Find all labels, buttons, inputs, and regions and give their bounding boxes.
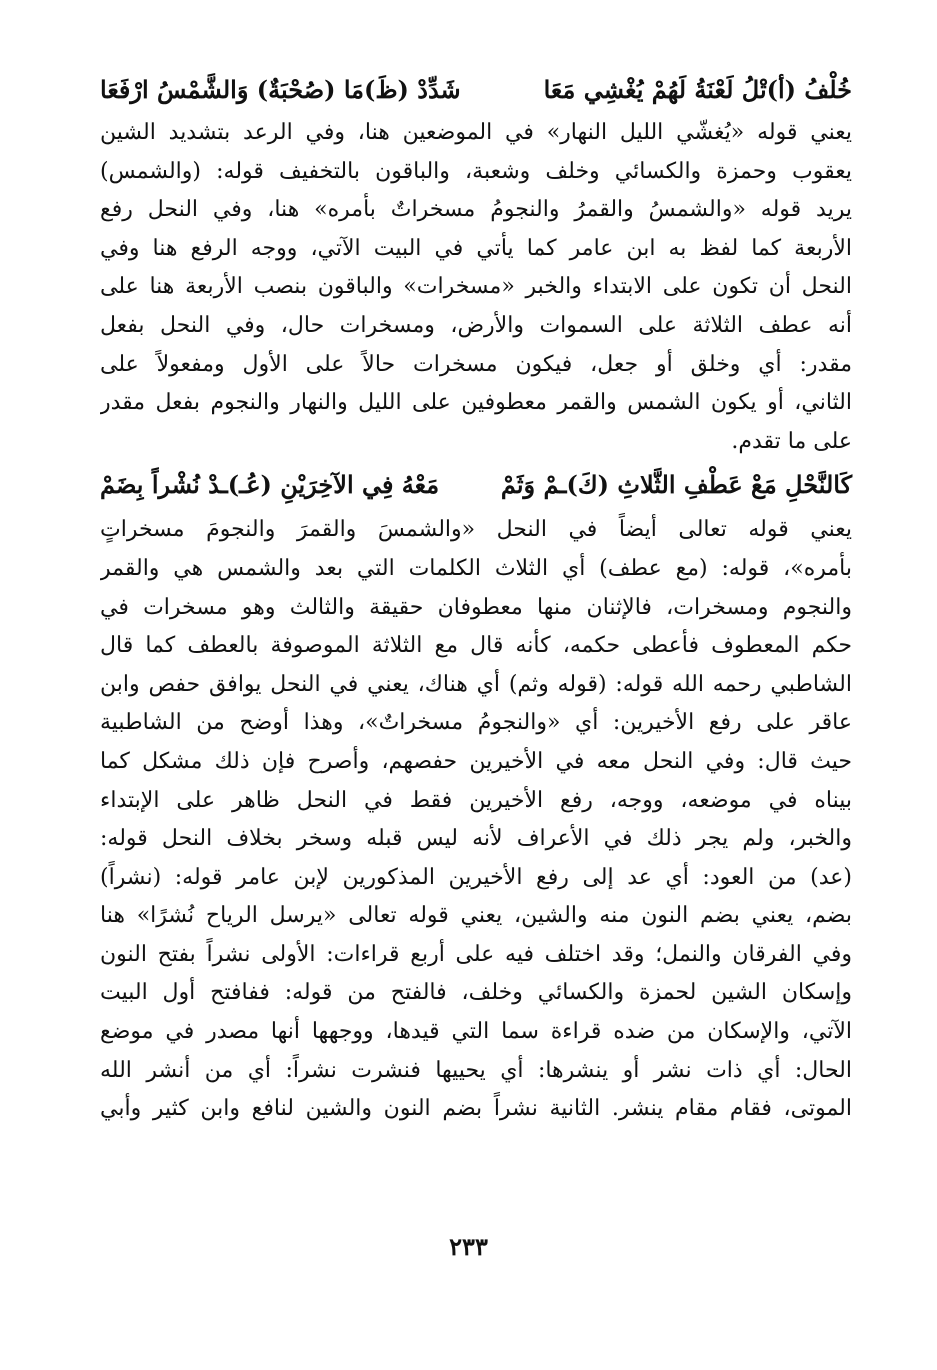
text-line: بيناه في موضعه، ووجه، رفع الأخيرين فقط في النحل ظاهر على الإبتداء xyxy=(100,787,852,813)
text-line: أنه عطف الثلاثة على السموات والأرض، ومسخرات حال، وفي النحل بفعل xyxy=(100,312,852,338)
text-line: عاقر على رفع الأخيرين: أي «والنجومُ مسخراتٌ»، وهذا أوضح من الشاطبية xyxy=(100,710,852,736)
text-line: وإسكان الشين لحمزة والكسائي وخلف، فالفتح من قوله: ففافتح أول البيت xyxy=(100,980,852,1006)
text-line: على ما تقدم. xyxy=(731,428,852,454)
text-line: حكم المعطوف فأعطى حكمه، كأنه قال مع الثلاثة الموصوفة بالعطف كما قال xyxy=(100,633,852,659)
text-line: يريد قوله «والشمسُ والقمرُ والنجومُ مسخراتٌ بأمره» هنا، وفي النحل رفع xyxy=(100,197,852,223)
text-line: النحل أن تكون على الابتداء والخبر «مسخرات» والباقون بنصب الأربعة هنا على xyxy=(100,274,852,300)
text-line: الموتى، فقام مقام ينشر. الثانية نشراً بضم النون والشين لنافع وابن كثير وأبي xyxy=(100,1096,852,1122)
text-line: يعقوب وحمزة والكسائي وخلف وشعبة، والباقون بالتخفيف قوله: (والشمس) xyxy=(100,158,852,184)
commentary-paragraph-2 xyxy=(100,511,852,1129)
verse-2-second-hemistich: مَعْهُ فِي الآخِرَيْنِ (عُـ)ـدْ نُشْراً بِضَمْ xyxy=(100,470,440,500)
text-line: (عد) من العود: أي عد إلى رفع الأخيرين المذكورين لإبن عامر قوله: (نشراً) xyxy=(100,864,852,890)
page-body xyxy=(100,70,852,1129)
verse-2-first-hemistich: كَالنَّحْلِ مَعْ عَطْفِ الثَّلاثِ (كَ)ـمْ وَثَمْ xyxy=(500,470,852,500)
text-line: والنجوم ومسخرات، فالإثنان منها معطوفان حقيقة والثالث وهو مسخرات في xyxy=(100,594,852,620)
text-line: الآتي، والإسكان من ضده قراءة سما التي قيدها، ووجهها أنها مصدر في موضع xyxy=(100,1019,852,1045)
verse-line-2 xyxy=(100,465,852,507)
text-line: يعني قوله تعالى أيضاً في النحل «والشمسَ والقمرَ والنجومَ مسخراتٍ xyxy=(100,517,852,543)
page-number: ٢٣٣ xyxy=(449,1232,488,1261)
text-line: بضم، يعني بضم النون منه والشين، يعني قوله تعالى «يرسل الرياح نُشرًا» هنا xyxy=(100,903,852,929)
text-line: الأربعة كما لفظ به ابن عامر كما يأتي في البيت الآتي، ووجه الرفع هنا وفي xyxy=(100,235,852,261)
text-line: يعني قوله «يُغشّي الليل النهار» في الموضعين هنا، وفي الرعد بتشديد الشين xyxy=(100,120,852,145)
text-line: بأمره»، قوله: (مع عطف) أي الثلاث الكلمات التي بعد والشمس هي والقمر xyxy=(100,555,852,581)
text-line: مقدر: أي وخلق أو جعل، فيكون مسخرات حالاً على الأول ومفعولاً على xyxy=(100,351,852,377)
commentary-paragraph-1 xyxy=(100,114,852,461)
text-line: والخبر، ولم يجر ذلك في الأعراف لأنه ليس قبله وسخر بخلاف النحل قوله: xyxy=(100,826,852,852)
text-line: الحال: أي ذات نشر أو ينشرها: أي يحييها فنشرت نشراً: أي من أنشر الله xyxy=(100,1057,852,1083)
verse-line-1 xyxy=(100,70,852,112)
text-line: الثاني، أو يكون الشمس والقمر معطوفين على الليل والنهار والنجوم بفعل مقدر xyxy=(100,390,852,416)
text-line: الشاطبي رحمه الله قوله: (قوله وثم) أي هناك، يعني في النحل يوافق حفص وابن xyxy=(100,671,852,697)
verse-1-first-hemistich: خُلْفُ (أ)تْلُ لَعْنَةُ لَهُمْ يُغْشِي مَعَا xyxy=(543,75,852,104)
text-line: حيث قال: وفي النحل معه في الأخيرين حفصهم، وأصرح فإن ذلك مشكل كما xyxy=(100,748,852,774)
verse-1-second-hemistich: شَدِّدْ (ظَ)مَا (صُحْبَةٌ) وَالشَّمْسُ ارْفَعَا xyxy=(100,75,461,104)
text-line: وفي الفرقان والنمل؛ وقد اختلف فيه على أربع قراءات: الأولى نشراً بفتح النون xyxy=(100,941,852,967)
